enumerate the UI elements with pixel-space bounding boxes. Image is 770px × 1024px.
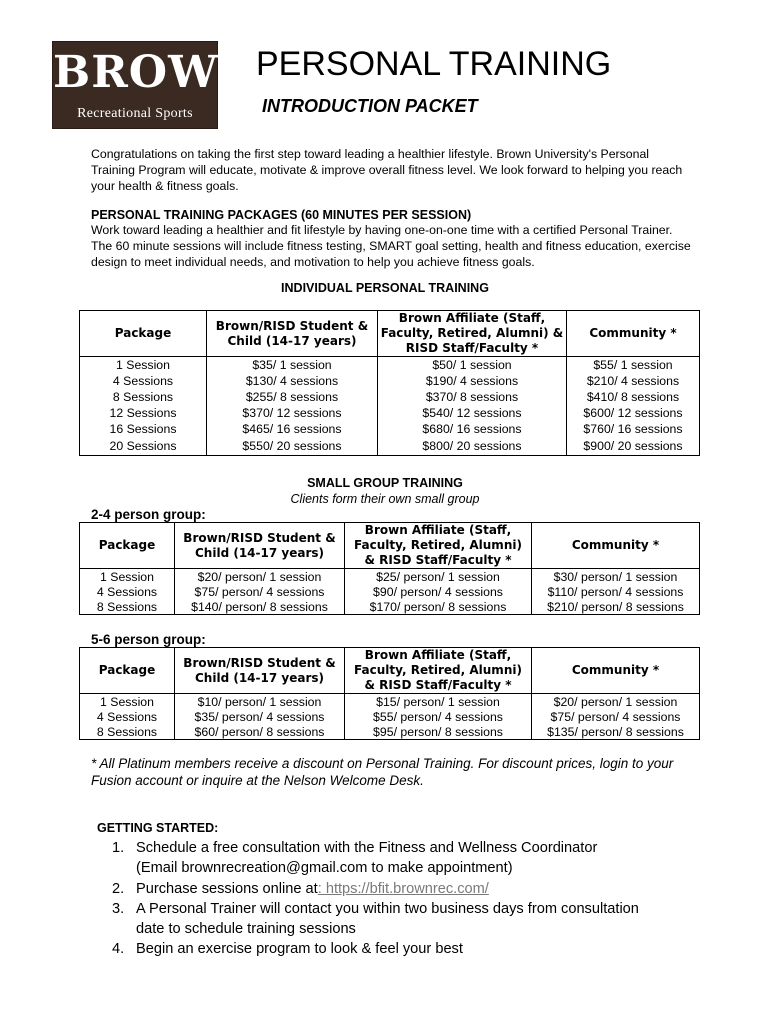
table-cell: $135/ person/ 8 sessions — [532, 724, 700, 740]
table-cell: $55/ person/ 4 sessions — [345, 709, 532, 724]
table-cell: $210/ 4 sessions — [567, 373, 700, 389]
table-row — [80, 437, 700, 456]
col-header-community: Community * — [532, 523, 700, 569]
small-group-subheading: Clients form their own small group — [290, 492, 480, 506]
col-header-student: Brown/RISD Student & Child (14-17 years) — [175, 523, 345, 569]
table-cell: $800/ 20 sessions — [378, 437, 567, 456]
table-cell: $210/ person/ 8 sessions — [532, 599, 700, 615]
table-cell: $680/ 16 sessions — [378, 421, 567, 437]
table-cell: $55/ 1 session — [567, 357, 700, 374]
table-cell: $25/ person/ 1 session — [345, 569, 532, 585]
table-row — [80, 724, 700, 740]
col-header-affiliate: Brown Affiliate (Staff, Faculty, Retired, Alumni) & RISD Staff/Faculty * — [378, 311, 567, 357]
table-cell: $50/ 1 session — [378, 357, 567, 374]
table-row — [80, 373, 700, 389]
table-cell: $370/ 8 sessions — [378, 389, 567, 405]
table-row — [80, 599, 700, 615]
table-cell: $90/ person/ 4 sessions — [345, 584, 532, 599]
table-cell: 8 Sessions — [80, 599, 175, 615]
table-cell: $60/ person/ 8 sessions — [175, 724, 345, 740]
step-number: 2. — [112, 880, 125, 897]
bfit-link[interactable]: : https://bfit.brownrec.com/ — [317, 880, 489, 897]
table-cell: 1 Session — [80, 569, 175, 585]
table-cell: $550/ 20 sessions — [207, 437, 378, 456]
col-header-affiliate: Brown Affiliate (Staff, Faculty, Retired, Alumni) & RISD Staff/Faculty * — [345, 648, 532, 694]
logo-brown-text: BROWN — [53, 47, 260, 98]
group1-pricing-table — [79, 522, 700, 615]
group2-label: 5-6 person group: — [91, 632, 206, 647]
table-cell: $75/ person/ 4 sessions — [532, 709, 700, 724]
step-number: 4. — [112, 941, 125, 958]
table-cell: 8 Sessions — [80, 724, 175, 740]
step-number: 3. — [112, 900, 125, 917]
table-cell: 4 Sessions — [80, 709, 175, 724]
step-text: A Personal Trainer will contact you within two business days from consultation — [136, 900, 639, 917]
table-cell: 20 Sessions — [80, 437, 207, 456]
table-row — [80, 569, 700, 585]
step-text: Schedule a free consultation with the Fitness and Wellness Coordinator — [136, 840, 598, 856]
table-row — [80, 405, 700, 421]
table-row — [80, 357, 700, 374]
table-cell: $600/ 12 sessions — [567, 405, 700, 421]
step-text: Begin an exercise program to look & feel your best — [136, 941, 463, 958]
list-item — [112, 879, 639, 899]
group1-label: 2-4 person group: — [91, 507, 206, 522]
col-header-student: Brown/RISD Student & Child (14-17 years) — [207, 311, 378, 357]
platinum-discount-note: * All Platinum members receive a discount on Personal Training. For discount prices, login to your Fusion account or inquire at the Nelson Welcome Desk. — [91, 756, 674, 788]
table-cell: $255/ 8 sessions — [207, 389, 378, 405]
col-header-community: Community * — [567, 311, 700, 357]
table-cell: $75/ person/ 4 sessions — [175, 584, 345, 599]
table-cell: $465/ 16 sessions — [207, 421, 378, 437]
step-number: 1. — [112, 840, 125, 856]
table-cell: $10/ person/ 1 session — [175, 694, 345, 710]
list-item — [112, 899, 639, 940]
table-cell: $410/ 8 sessions — [567, 389, 700, 405]
col-header-community: Community * — [532, 648, 700, 694]
brown-rec-logo — [52, 41, 260, 129]
table-cell: $370/ 12 sessions — [207, 405, 378, 421]
table-cell: $110/ person/ 4 sessions — [532, 584, 700, 599]
table-cell: $140/ person/ 8 sessions — [175, 599, 345, 615]
logo-rec-sports-text: Recreational Sports — [77, 106, 193, 121]
table-row — [80, 709, 700, 724]
table-cell: $30/ person/ 1 session — [532, 569, 700, 585]
col-header-package: Package — [80, 311, 207, 357]
getting-started-heading: GETTING STARTED: — [97, 821, 219, 835]
table-cell: 8 Sessions — [80, 389, 207, 405]
table-cell: 4 Sessions — [80, 584, 175, 599]
table-header-row — [80, 311, 700, 357]
packages-heading: PERSONAL TRAINING PACKAGES (60 MINUTES PER SESSION) — [91, 208, 472, 222]
table-cell: 16 Sessions — [80, 421, 207, 437]
small-group-heading: SMALL GROUP TRAINING — [307, 476, 463, 490]
table-cell: $190/ 4 sessions — [378, 373, 567, 389]
step-text-continued: (Email brownrecreation@gmail.com to make appointment) — [136, 860, 513, 877]
step-text: Purchase sessions online at — [136, 880, 318, 897]
table-cell: $900/ 20 sessions — [567, 437, 700, 456]
list-item — [112, 838, 639, 879]
page-title: PERSONAL TRAINING — [256, 45, 612, 83]
table-cell: 4 Sessions — [80, 373, 207, 389]
table-header-row — [80, 648, 700, 694]
table-cell: 12 Sessions — [80, 405, 207, 421]
table-cell: $15/ person/ 1 session — [345, 694, 532, 710]
table-header-row — [80, 523, 700, 569]
table-row — [80, 694, 700, 710]
step-text-continued: date to schedule training sessions — [136, 921, 356, 938]
table-row — [80, 584, 700, 599]
col-header-package: Package — [80, 648, 175, 694]
table-cell: $35/ 1 session — [207, 357, 378, 374]
individual-heading: INDIVIDUAL PERSONAL TRAINING — [281, 281, 489, 295]
intro-paragraph: Congratulations on taking the first step toward leading a healthier lifestyle. Brown University's Personal Training Program will educate, motivate & improve overall fitness level. We look forward to helping you reach your health & fitness goals. — [91, 147, 683, 193]
table-cell: $20/ person/ 1 session — [532, 694, 700, 710]
packages-paragraph: Work toward leading a healthier and fit lifestyle by having one-on-one time with a certified Personal Trainer. The 60 minute sessions will include fitness testing, SMART goal setting, health and fitness education, exercise design to meet individual needs, and motivation to help you achieve fitness goals. — [91, 223, 691, 269]
col-header-student: Brown/RISD Student & Child (14-17 years) — [175, 648, 345, 694]
table-cell: 1 Session — [80, 694, 175, 710]
table-cell: $95/ person/ 8 sessions — [345, 724, 532, 740]
table-cell: $760/ 16 sessions — [567, 421, 700, 437]
table-cell: $20/ person/ 1 session — [175, 569, 345, 585]
table-cell: $170/ person/ 8 sessions — [345, 599, 532, 615]
table-row — [80, 421, 700, 437]
table-cell: $130/ 4 sessions — [207, 373, 378, 389]
table-cell: $540/ 12 sessions — [378, 405, 567, 421]
page-subtitle: INTRODUCTION PACKET — [262, 96, 478, 116]
col-header-package: Package — [80, 523, 175, 569]
table-cell: 1 Session — [80, 357, 207, 374]
col-header-affiliate: Brown Affiliate (Staff, Faculty, Retired, Alumni) & RISD Staff/Faculty * — [345, 523, 532, 569]
table-cell: $35/ person/ 4 sessions — [175, 709, 345, 724]
group2-pricing-table — [79, 647, 700, 740]
table-row — [80, 389, 700, 405]
getting-started-steps — [112, 838, 639, 960]
list-item — [112, 939, 639, 959]
individual-pricing-table — [79, 310, 700, 456]
